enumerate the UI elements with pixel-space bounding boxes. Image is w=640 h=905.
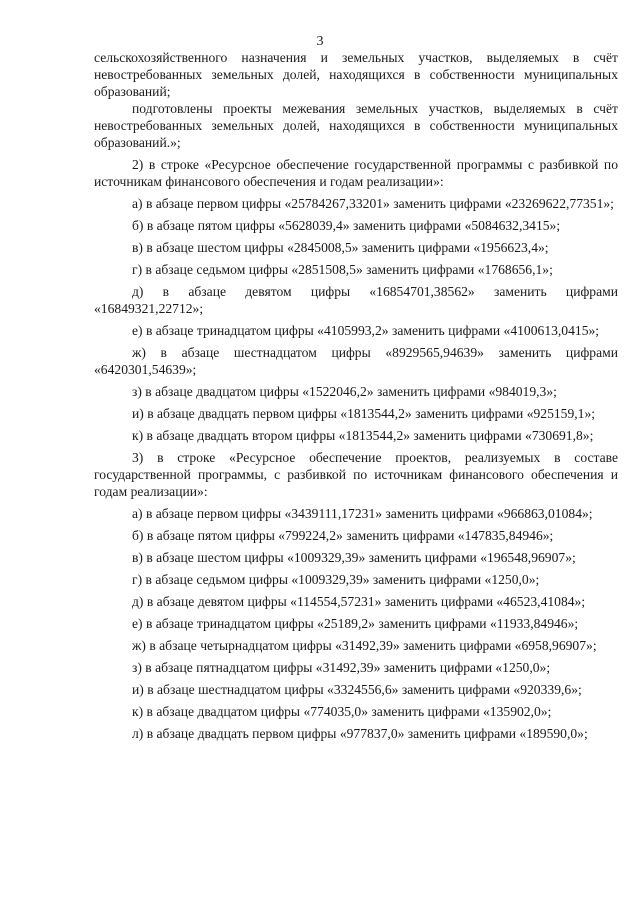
paragraph: б) в абзаце пятом цифры «799224,2» заменить цифрами «147835,84946»;	[132, 528, 554, 543]
document-body	[94, 49, 618, 747]
paragraph: е) в абзаце тринадцатом цифры «4105993,2» заменить цифрами «4100613,0415»;	[132, 323, 600, 338]
paragraph: е) в абзаце тринадцатом цифры «25189,2» заменить цифрами «11933,84946»;	[132, 616, 579, 631]
page-number: 3	[316, 34, 324, 49]
paragraph: в) в абзаце шестом цифры «1009329,39» заменить цифрами «196548,96907»;	[132, 550, 576, 565]
paragraph: д) в абзаце девятом цифры «16854701,38562» заменить цифрами «16849321,22712»;	[94, 284, 618, 316]
paragraph: а) в абзаце первом цифры «3439111,17231» заменить цифрами «966863,01084»;	[132, 506, 593, 521]
paragraph: а) в абзаце первом цифры «25784267,33201» заменить цифрами «23269622,77351»;	[132, 196, 614, 211]
paragraph: г) в абзаце седьмом цифры «2851508,5» заменить цифрами «1768656,1»;	[132, 262, 553, 277]
paragraph: 3) в строке «Ресурсное обеспечение проектов, реализуемых в составе государственной программы, с разбивкой по источникам финансового обеспечения и годам реализации»:	[94, 450, 618, 499]
paragraph: з) в абзаце двадцатом цифры «1522046,2» заменить цифрами «984019,3»;	[132, 384, 557, 399]
paragraph: з) в абзаце пятнадцатом цифры «31492,39» заменить цифрами «1250,0»;	[132, 660, 551, 675]
paragraph: и) в абзаце шестнадцатом цифры «3324556,6» заменить цифрами «920339,6»;	[132, 682, 582, 697]
paragraph: к) в абзаце двадцатом цифры «774035,0» заменить цифрами «135902,0»;	[132, 704, 552, 719]
paragraph: б) в абзаце пятом цифры «5628039,4» заменить цифрами «5084632,3415»;	[132, 218, 561, 233]
paragraph: 2) в строке «Ресурсное обеспечение государственной программы с разбивкой по источникам финансового обеспечения и годам реализации»:	[94, 157, 618, 189]
paragraph: в) в абзаце шестом цифры «2845008,5» заменить цифрами «1956623,4»;	[132, 240, 549, 255]
paragraph: сельскохозяйственного назначения и земельных участков, выделяемых в счёт невостребованных земельных долей, находящихся в собственности муниципальных образований;	[94, 50, 618, 99]
paragraph: и) в абзаце двадцать первом цифры «1813544,2» заменить цифрами «925159,1»;	[132, 406, 596, 421]
paragraph: подготовлены проекты межевания земельных участков, выделяемых в счёт невостребованных земельных долей, находящихся в собственности муниципальных образований.»;	[94, 101, 618, 150]
paragraph: к) в абзаце двадцать втором цифры «1813544,2» заменить цифрами «730691,8»;	[132, 428, 594, 443]
paragraph: д) в абзаце девятом цифры «114554,57231» заменить цифрами «46523,41084»;	[132, 594, 586, 609]
paragraph: л) в абзаце двадцать первом цифры «977837,0» заменить цифрами «189590,0»;	[132, 726, 588, 741]
paragraph: ж) в абзаце шестнадцатом цифры «8929565,94639» заменить цифрами «6420301,54639»;	[94, 345, 618, 377]
paragraph: ж) в абзаце четырнадцатом цифры «31492,39» заменить цифрами «6958,96907»;	[132, 638, 597, 653]
paragraph: г) в абзаце седьмом цифры «1009329,39» заменить цифрами «1250,0»;	[132, 572, 540, 587]
